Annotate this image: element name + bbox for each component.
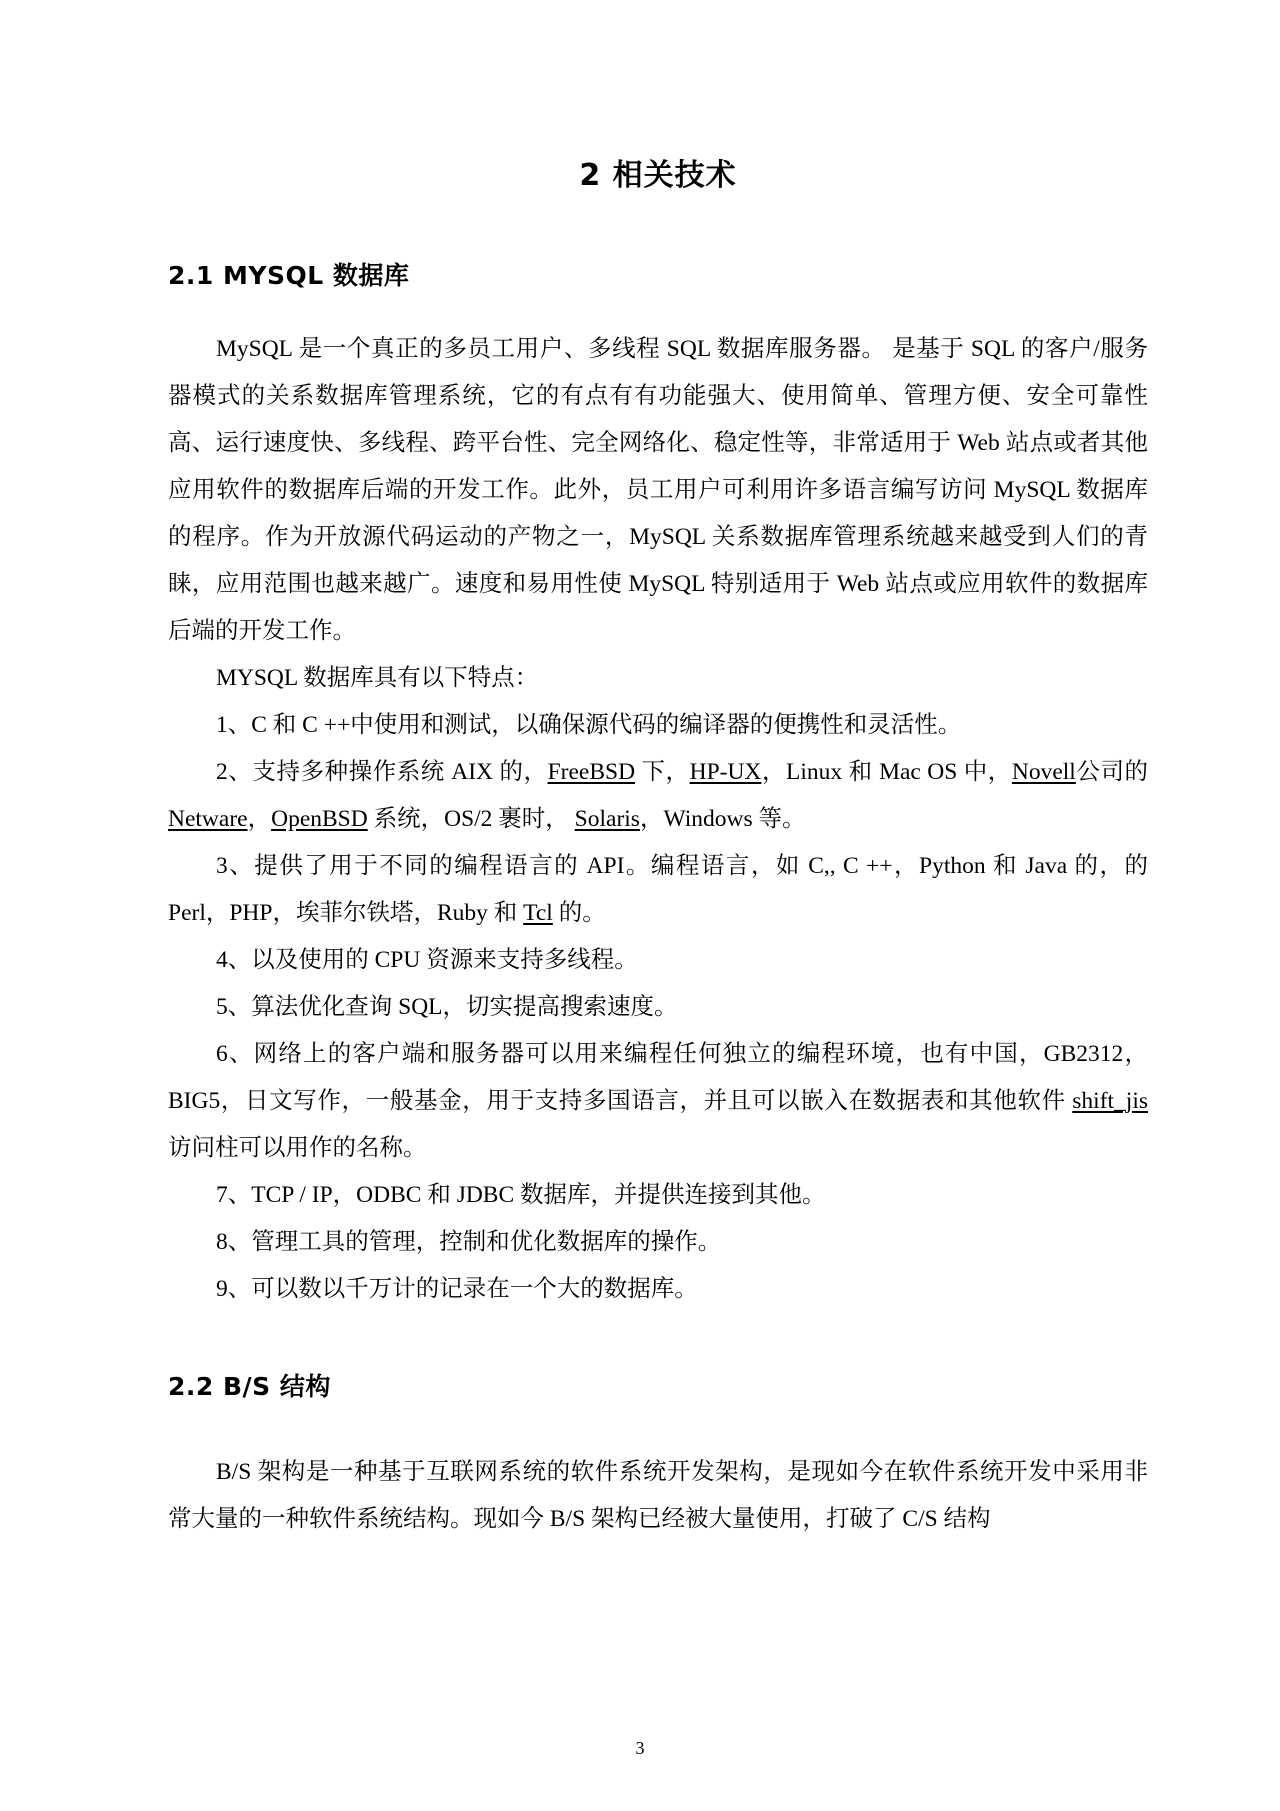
link-freebsd: FreeBSD [547, 759, 636, 785]
section-heading-2-2: 2.2 B/S 结构 [168, 1372, 331, 1401]
paragraph-bs-structure: B/S 架构是一种基于互联网系统的软件系统开发架构，是现如今在软件系统开发中采用非常大量的一种软件系统结构。现如今 B/S 架构已经被大量使用，打破了 C/S 结构 [168, 1459, 1148, 1532]
list-item-2-mid3: 公司的 [1075, 759, 1148, 785]
list-item-6-pre: 6、网络上的客户端和服务器可以用来编程任何独立的编程环境，也有中国，GB2312，BIG5，日文写作，一般基金，用于支持多国语言，并且可以嵌入在数据表和其他软件 [168, 1041, 1148, 1114]
list-item-9: 9、可以数以千万计的记录在一个大的数据库。 [216, 1276, 698, 1302]
list-item-3-line1: 3、提供了用于不同的编程语言的 API。编程语言，如 C,, C ++，Python 和 Java 的， [216, 853, 1125, 879]
section-heading-2-1: 2.1 MYSQL 数据库 [168, 261, 410, 290]
list-item-5: 5、算法优化查询 SQL，切实提高搜索速度。 [216, 994, 678, 1020]
list-item-6-post: 访问柱可以用作的名称。 [168, 1135, 427, 1161]
page-content [168, 150, 1148, 1543]
list-item-2 [168, 749, 1148, 843]
link-hpux: HP-UX [689, 759, 762, 785]
paragraph-mysql-features-lead: MYSQL 数据库具有以下特点： [216, 665, 539, 691]
list-item-3-line2-post: 的。 [552, 900, 606, 926]
list-item-2-mid4: ， [247, 806, 272, 832]
list-item-6 [168, 1031, 1148, 1172]
list-item-3-line2-pre: 的 Perl，PHP，埃菲尔铁塔，Ruby 和 [168, 853, 1148, 926]
list-item-2-mid5: 系统，OS/2 裹时， [367, 806, 575, 832]
list-item-2-mid2: ，Linux 和 Mac OS 中， [761, 759, 1012, 785]
link-netware: Netware [168, 806, 248, 832]
link-shift-jis: shift_jis [1072, 1088, 1148, 1114]
chapter-title: 2 相关技术 [579, 158, 737, 193]
list-item-8: 8、管理工具的管理，控制和优化数据库的操作。 [216, 1229, 722, 1255]
list-item-2-mid1: 下， [635, 759, 690, 785]
list-item-3 [168, 843, 1148, 937]
list-item-7: 7、TCP / IP，ODBC 和 JDBC 数据库，并提供连接到其他。 [216, 1182, 826, 1208]
link-novell: Novell [1011, 759, 1076, 785]
link-openbsd: OpenBSD [271, 806, 368, 832]
list-item-2-mid6: ，Windows 等。 [639, 806, 806, 832]
link-tcl: Tcl [523, 900, 553, 926]
list-item-4: 4、以及使用的 CPU 资源来支持多线程。 [216, 947, 638, 973]
list-item-2-prefix: 2、支持多种操作系统 AIX 的， [216, 759, 548, 785]
paragraph-mysql-intro: MySQL 是一个真正的多员工用户、多线程 SQL 数据库服务器。 是基于 SQL 的客户/服务器模式的关系数据库管理系统，它的有点有有功能强大、使用简单、管理方便、安全可靠性高、运行速度快、多线程、跨平台性、完全网络化、稳定性等，非常适用于 Web 站点或者其他应用软件的数据库后端的开发工作。此外，员工用户可利用许多语言编写访问 MySQL 数据库的程序。作为开放源代码运动的产物之一，MySQL 关系数据库管理系统越来越受到人们的青睐，应用范围也越来越广。速度和易用性使 MySQL 特别适用于 Web 站点或应用软件的数据库后端的开发工作。 [168, 336, 1148, 644]
link-solaris: Solaris [574, 806, 640, 832]
list-item-1: 1、C 和 C ++中使用和测试，以确保源代码的编译器的便携性和灵活性。 [216, 712, 962, 738]
page-number: 3 [635, 1738, 645, 1758]
